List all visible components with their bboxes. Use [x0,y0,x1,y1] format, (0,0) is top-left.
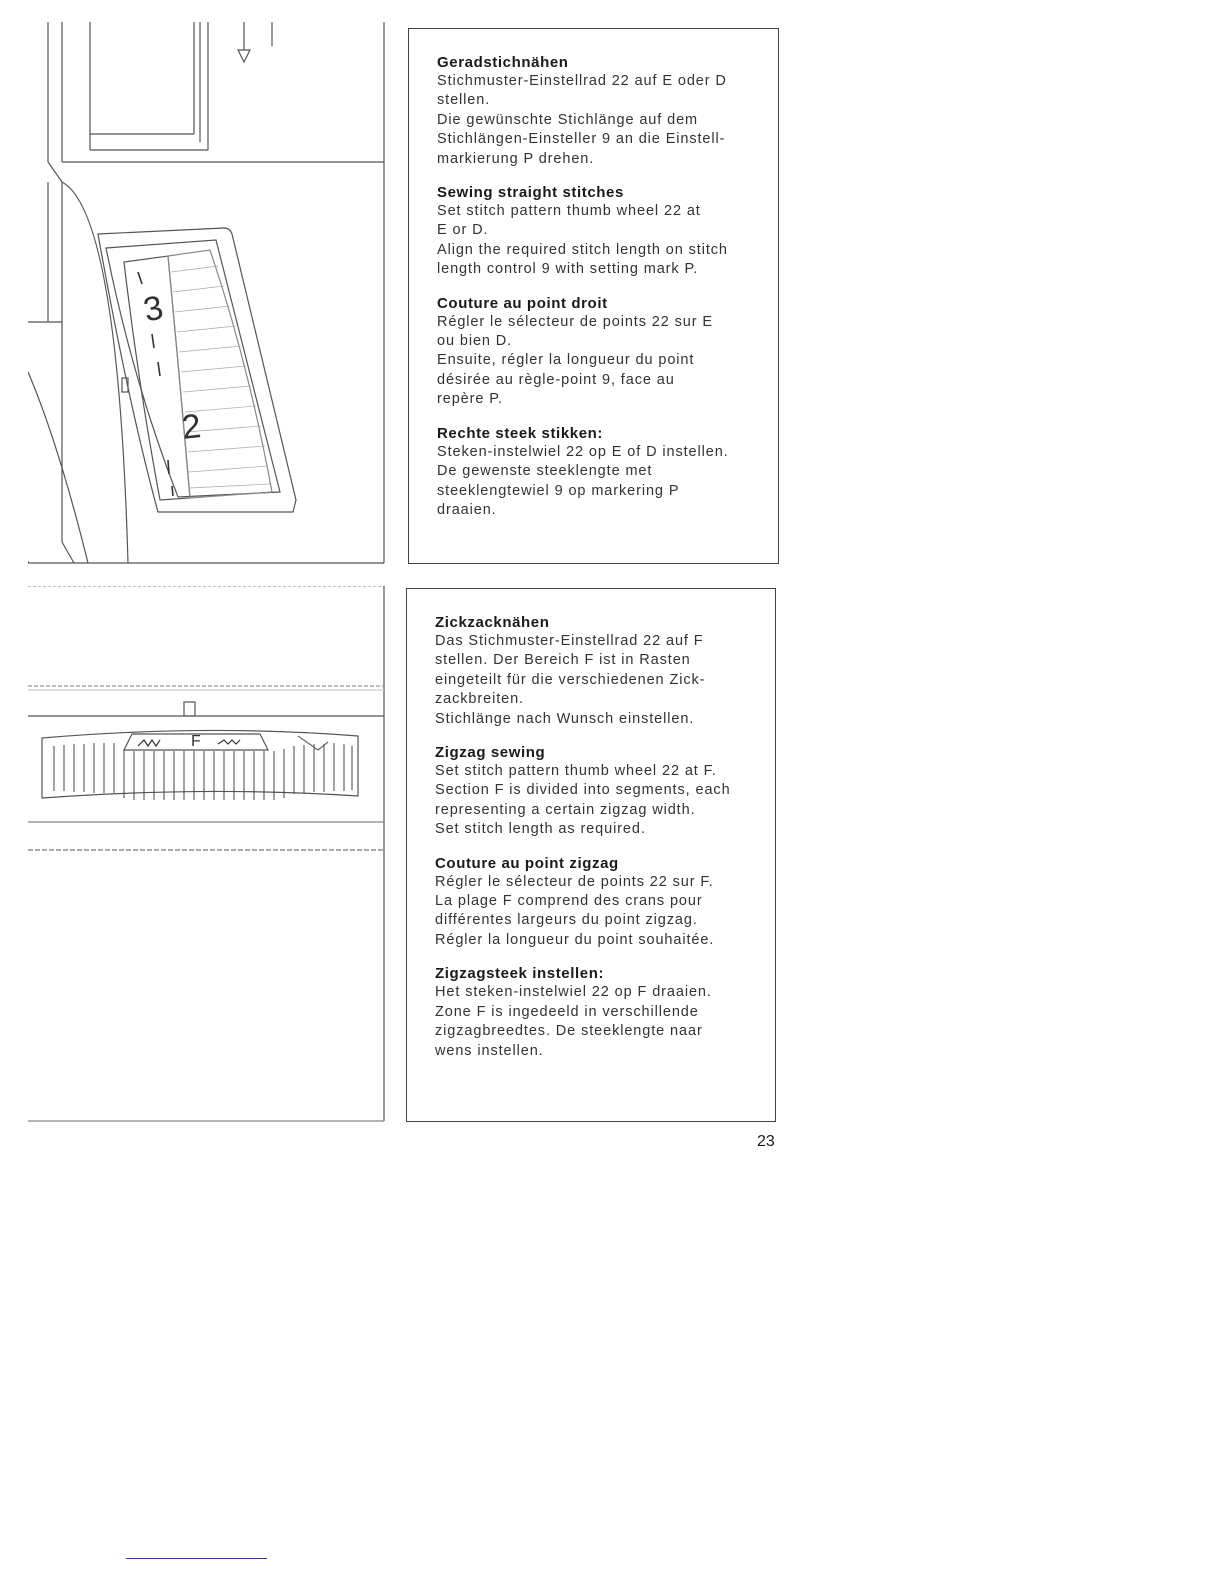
section-heading: Couture au point zigzag [435,854,619,872]
text-line: désirée au règle-point 9, face au [437,371,675,388]
text-line: différentes largeurs du point zigzag. [435,912,698,929]
text-line: Section F is divided into segments, each [435,782,731,799]
dial-number-3: 3 [140,288,167,330]
section-heading: Sewing straight stitches [437,184,624,202]
text-line: steeklengtewiel 9 op markering P [437,482,680,499]
text-line: Steken-instelwiel 22 op E of D instellen. [437,443,729,460]
text-line: Zone F is ingedeeld in verschillende [435,1003,699,1020]
text-line: Set stitch length as required. [435,821,646,838]
section-heading: Rechte steek stikken: [437,424,604,442]
text-line: Stichlänge nach Wunsch einstellen. [435,710,695,727]
text-line: La plage F comprend des crans pour [435,893,703,910]
stitch-pattern-thumb-wheel-illustration [28,586,386,1122]
section-german [437,53,756,169]
section-dutch [437,424,756,521]
text-line: Régler le sélecteur de points 22 sur E [437,313,713,330]
text-line: repère P. [437,391,503,408]
section-heading: Couture au point droit [437,294,608,312]
section-heading: Zigzag sewing [435,744,546,762]
text-line: stellen. [437,92,491,109]
text-line: E or D. [437,222,489,239]
page-number: 23 [757,1133,775,1150]
text-line: markierung P drehen. [437,150,595,167]
text-line: Die gewünschte Stichlänge auf dem [437,111,699,128]
text-line: Set stitch pattern thumb wheel 22 at [437,203,701,220]
text-line: Ensuite, régler la longueur du point [437,352,695,369]
text-line: wens instellen. [435,1042,544,1059]
section-heading: Zigzagsteek instellen: [435,965,605,983]
text-line: zackbreiten. [435,691,524,708]
text-line: Das Stichmuster-Einstellrad 22 auf F [435,633,704,649]
section-french [437,294,756,410]
text-line: ou bien D. [437,333,513,350]
dial-number-2: 2 [180,407,203,447]
text-line: length control 9 with setting mark P. [437,261,699,278]
text-line: draaien. [437,501,497,518]
text-line: Régler le sélecteur de points 22 sur F. [435,873,714,890]
text-line: Het steken-instelwiel 22 op F draaien. [435,984,712,1001]
section-heading: Zickzacknähen [435,614,550,631]
stitch-length-dial-illustration [28,22,386,564]
text-line: Régler la longueur du point souhaitée. [435,931,715,948]
text-line: Align the required stitch length on stitch [437,241,728,258]
section-english [435,743,753,840]
zigzag-stitch-instructions [406,588,776,1122]
text-line: eingeteilt für die verschiedenen Zick- [435,671,706,688]
straight-stitch-instructions [408,28,779,564]
section-english [437,183,756,280]
section-german [435,613,753,729]
text-line: Stichmuster-Einstellrad 22 auf E oder D [437,73,727,89]
section-heading: Geradstichnähen [437,54,569,71]
wheel-label-f: F [191,733,201,750]
section-french [435,854,753,951]
text-line: stellen. Der Bereich F ist in Rasten [435,652,691,669]
footer-rule [126,1558,267,1559]
text-line: Stichlängen-Einsteller 9 an die Einstell- [437,131,726,148]
section-dutch [435,964,753,1061]
text-line: Set stitch pattern thumb wheel 22 at F. [435,763,717,780]
text-line: representing a certain zigzag width. [435,801,696,818]
text-line: De gewenste steeklengte met [437,463,653,480]
text-line: zigzagbreedtes. De steeklengte naar [435,1023,703,1040]
